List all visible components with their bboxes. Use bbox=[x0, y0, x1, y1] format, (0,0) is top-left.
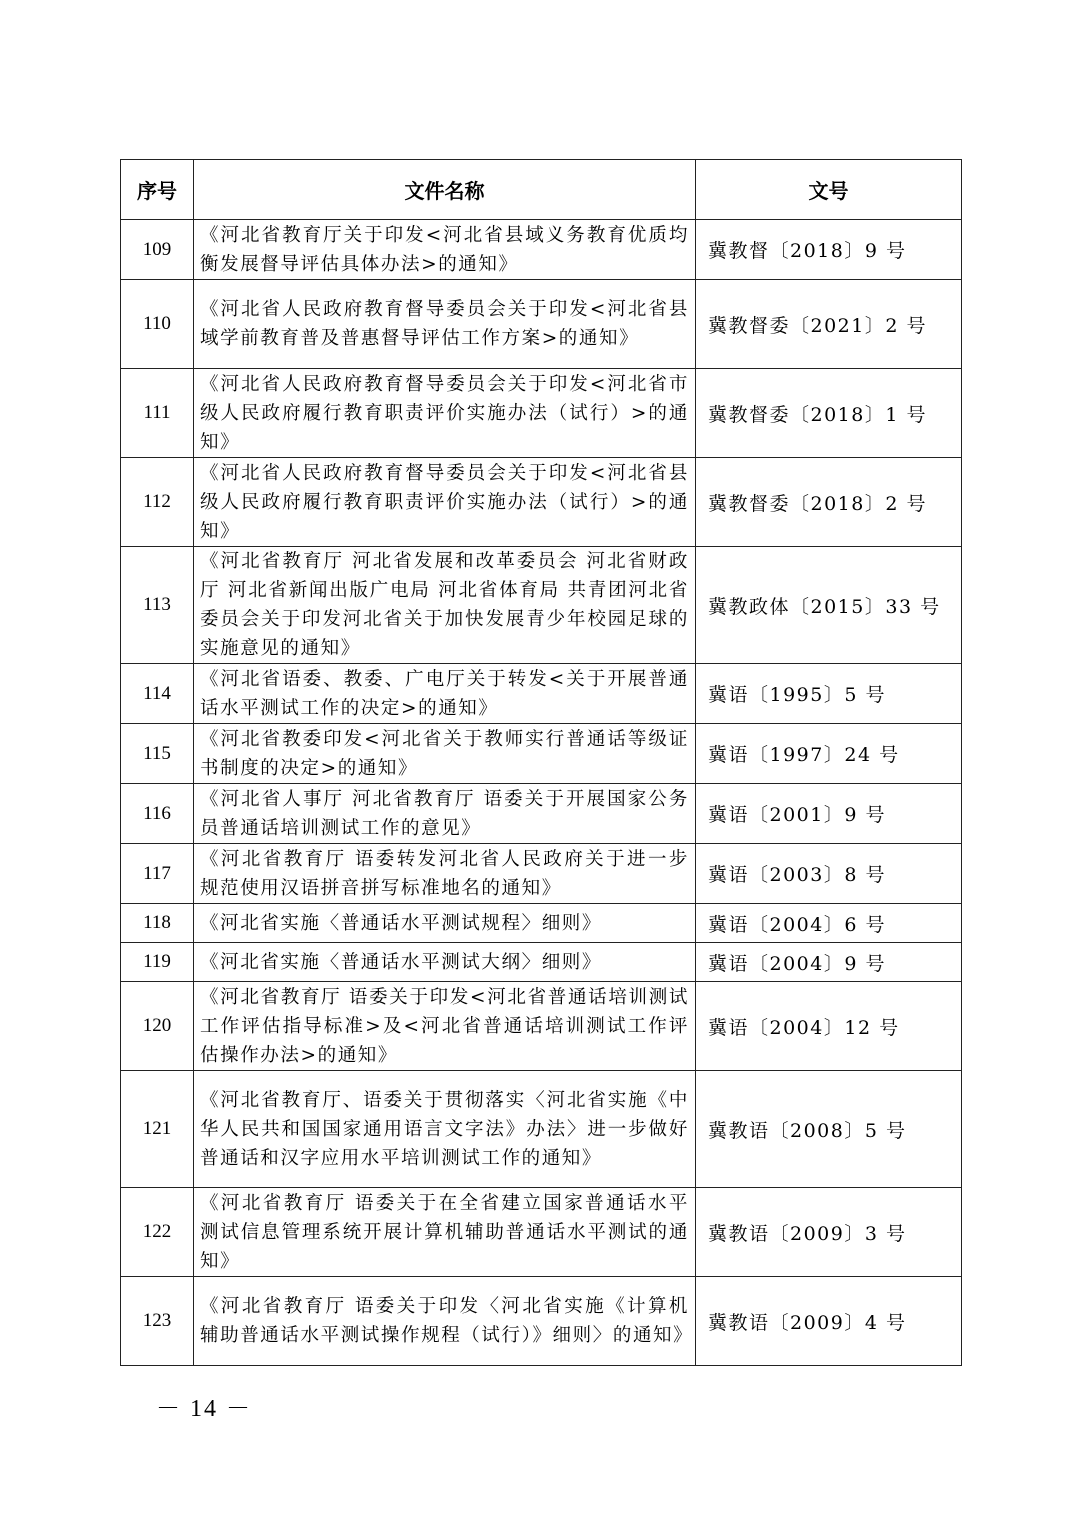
row-name: 《河北省人民政府教育督导委员会关于印发<河北省县级人民政府履行教育职责评价实施办法（试行）>的通知》 bbox=[194, 458, 696, 547]
row-seq: 111 bbox=[121, 369, 194, 458]
row-seq: 113 bbox=[121, 547, 194, 664]
row-seq: 115 bbox=[121, 724, 194, 784]
document-table bbox=[120, 159, 962, 1366]
row-doc-no: 冀语〔2001〕9 号 bbox=[696, 784, 962, 844]
row-doc-no: 冀语〔2004〕6 号 bbox=[696, 904, 962, 943]
row-doc-no: 冀语〔1997〕24 号 bbox=[696, 724, 962, 784]
row-seq: 120 bbox=[121, 982, 194, 1071]
table-row bbox=[121, 664, 962, 724]
row-seq: 114 bbox=[121, 664, 194, 724]
row-name: 《河北省实施〈普通话水平测试大纲〉细则》 bbox=[194, 943, 696, 982]
row-seq: 110 bbox=[121, 280, 194, 369]
table-row bbox=[121, 943, 962, 982]
row-doc-no: 冀教语〔2009〕3 号 bbox=[696, 1188, 962, 1277]
row-name: 《河北省教育厅 河北省发展和改革委员会 河北省财政厅 河北省新闻出版广电局 河北省体育局 共青团河北省委员会关于印发河北省关于加快发展青少年校园足球的实施意见的通知》 bbox=[194, 547, 696, 664]
row-seq: 119 bbox=[121, 943, 194, 982]
table-row bbox=[121, 1071, 962, 1188]
row-name: 《河北省实施〈普通话水平测试规程〉细则》 bbox=[194, 904, 696, 943]
row-doc-no: 冀教督委〔2018〕1 号 bbox=[696, 369, 962, 458]
row-doc-no: 冀语〔2003〕8 号 bbox=[696, 844, 962, 904]
table-row bbox=[121, 458, 962, 547]
row-name: 《河北省人民政府教育督导委员会关于印发<河北省县域学前教育普及普惠督导评估工作方案>的通知》 bbox=[194, 280, 696, 369]
row-doc-no: 冀教督委〔2018〕2 号 bbox=[696, 458, 962, 547]
row-seq: 121 bbox=[121, 1071, 194, 1188]
row-name: 《河北省教育厅关于印发<河北省县域义务教育优质均衡发展督导评估具体办法>的通知》 bbox=[194, 220, 696, 280]
page-number: － 14 － bbox=[156, 1396, 252, 1422]
table-row bbox=[121, 784, 962, 844]
row-seq: 122 bbox=[121, 1188, 194, 1277]
row-seq: 118 bbox=[121, 904, 194, 943]
row-name: 《河北省人民政府教育督导委员会关于印发<河北省市级人民政府履行教育职责评价实施办法（试行）>的通知》 bbox=[194, 369, 696, 458]
row-name: 《河北省教育厅 语委关于印发〈河北省实施《计算机辅助普通话水平测试操作规程（试行）》细则〉的通知》 bbox=[194, 1277, 696, 1366]
table-row bbox=[121, 369, 962, 458]
table-row bbox=[121, 547, 962, 664]
row-doc-no: 冀教语〔2008〕5 号 bbox=[696, 1071, 962, 1188]
row-doc-no: 冀教政体〔2015〕33 号 bbox=[696, 547, 962, 664]
row-name: 《河北省教育厅、语委关于贯彻落实〈河北省实施《中华人民共和国国家通用语言文字法》办法〉进一步做好普通话和汉字应用水平培训测试工作的通知》 bbox=[194, 1071, 696, 1188]
row-seq: 123 bbox=[121, 1277, 194, 1366]
row-doc-no: 冀教督委〔2021〕2 号 bbox=[696, 280, 962, 369]
row-name: 《河北省教委印发<河北省关于教师实行普通话等级证书制度的决定>的通知》 bbox=[194, 724, 696, 784]
header-name: 文件名称 bbox=[194, 160, 696, 220]
row-seq: 116 bbox=[121, 784, 194, 844]
header-doc-no: 文号 bbox=[696, 160, 962, 220]
table-row bbox=[121, 1188, 962, 1277]
header-seq: 序号 bbox=[121, 160, 194, 220]
row-doc-no: 冀语〔2004〕12 号 bbox=[696, 982, 962, 1071]
table-row bbox=[121, 1277, 962, 1366]
table-row bbox=[121, 844, 962, 904]
row-name: 《河北省教育厅 语委关于在全省建立国家普通话水平测试信息管理系统开展计算机辅助普通话水平测试的通知》 bbox=[194, 1188, 696, 1277]
row-doc-no: 冀语〔2004〕9 号 bbox=[696, 943, 962, 982]
table-row bbox=[121, 724, 962, 784]
row-name: 《河北省教育厅 语委转发河北省人民政府关于进一步规范使用汉语拼音拼写标准地名的通知》 bbox=[194, 844, 696, 904]
table-row bbox=[121, 220, 962, 280]
row-seq: 112 bbox=[121, 458, 194, 547]
row-doc-no: 冀教语〔2009〕4 号 bbox=[696, 1277, 962, 1366]
row-seq: 117 bbox=[121, 844, 194, 904]
table-row bbox=[121, 904, 962, 943]
row-seq: 109 bbox=[121, 220, 194, 280]
row-doc-no: 冀教督〔2018〕9 号 bbox=[696, 220, 962, 280]
row-name: 《河北省教育厅 语委关于印发<河北省普通话培训测试工作评估指导标准>及<河北省普通话培训测试工作评估操作办法>的通知》 bbox=[194, 982, 696, 1071]
table-row bbox=[121, 280, 962, 369]
table-row bbox=[121, 982, 962, 1071]
table-header-row bbox=[121, 160, 962, 220]
row-name: 《河北省语委、教委、广电厅关于转发<关于开展普通话水平测试工作的决定>的通知》 bbox=[194, 664, 696, 724]
row-doc-no: 冀语〔1995〕5 号 bbox=[696, 664, 962, 724]
row-name: 《河北省人事厅 河北省教育厅 语委关于开展国家公务员普通话培训测试工作的意见》 bbox=[194, 784, 696, 844]
